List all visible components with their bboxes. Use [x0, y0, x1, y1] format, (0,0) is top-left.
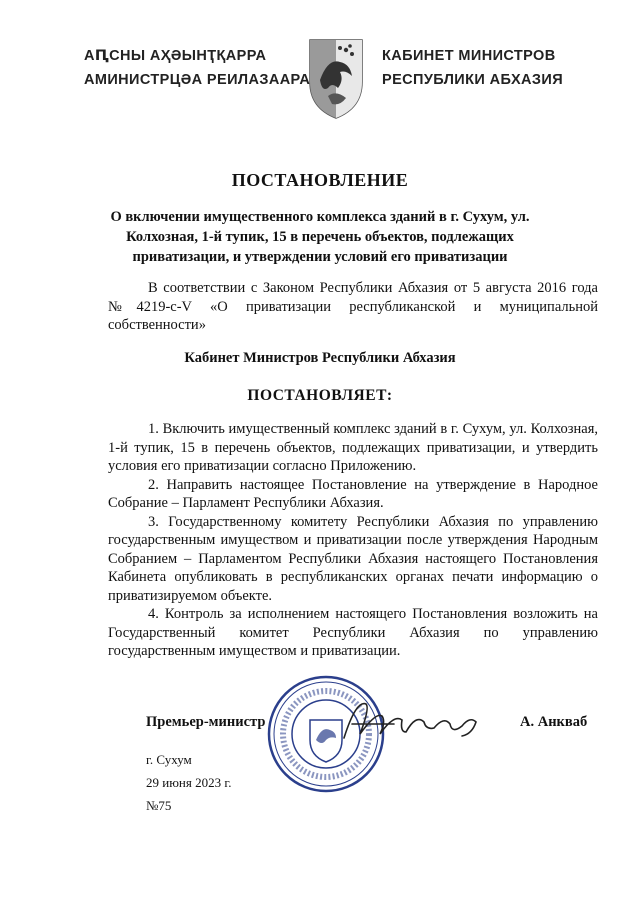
header-russian-line1: КАБИНЕТ МИНИСТРОВ [382, 48, 556, 64]
resolution-item: 4. Контроль за исполнением настоящего Постановления возложить на Государственный комитет Республики Абхазия по управлению государственным имуществом и приватизации. [108, 606, 598, 659]
document-title: ПОСТАНОВЛЕНИЕ [231, 170, 409, 190]
header-russian [382, 44, 563, 92]
resolves-heading: ПОСТАНОВЛЯЕТ: [247, 387, 393, 404]
document-number: №75 [146, 798, 172, 813]
header-abkhaz-line1: АԤСНЫ АҲӘЫНҬҚАРРА [84, 48, 267, 64]
signatory-title: Премьер-министр [146, 714, 266, 730]
header-abkhaz [84, 44, 310, 92]
coat-of-arms-icon [306, 36, 366, 120]
resolution-item: 1. Включить имущественный комплекс зданий в г. Сухум, ул. Колхозная, 1-й тупик, 15 в перечень объектов, подлежащих приватизации, и утвердить условия его приватизации согласно Приложению. [108, 421, 598, 474]
issue-date: 29 июня 2023 г. [146, 775, 232, 790]
resolution-item: 2. Направить настоящее Постановление на утверждение в Народное Собрание – Парламент Республики Абхазия. [108, 476, 598, 511]
handwritten-signature-icon [336, 694, 496, 750]
document-header [0, 36, 640, 126]
signatory-name: А. Анкваб [520, 714, 588, 730]
resolution-items [108, 420, 598, 661]
preamble-paragraph: В соответствии с Законом Республики Абхазия от 5 августа 2016 года №4219-с-V «О приватизации республиканской и муниципальной собственности» [108, 280, 598, 333]
resolution-item: 3. Государственному комитету Республики Абхазия по управлению государственным имуществом и приватизации после утверждения Народным Собранием – Парламентом Республики Абхазия настоящего Постановления Кабинета опубликовать в республиканских органах печати информацию о приватизируемом объекте. [108, 513, 598, 604]
header-abkhaz-line2: АМИНИСТРЦӘА РЕИЛАЗААРА [84, 72, 311, 88]
issuer-heading: Кабинет Министров Республики Абхазия [184, 350, 456, 366]
issue-city: г. Сухум [146, 752, 192, 767]
document-subject: О включении имущественного комплекса зданий в г. Сухум, ул. Колхозная, 1-й тупик, 15 в перечень объектов, подлежащих приватизации, и утверждении условий его приватизации [110, 209, 530, 265]
header-russian-line2: РЕСПУБЛИКИ АБХАЗИЯ [382, 72, 564, 88]
